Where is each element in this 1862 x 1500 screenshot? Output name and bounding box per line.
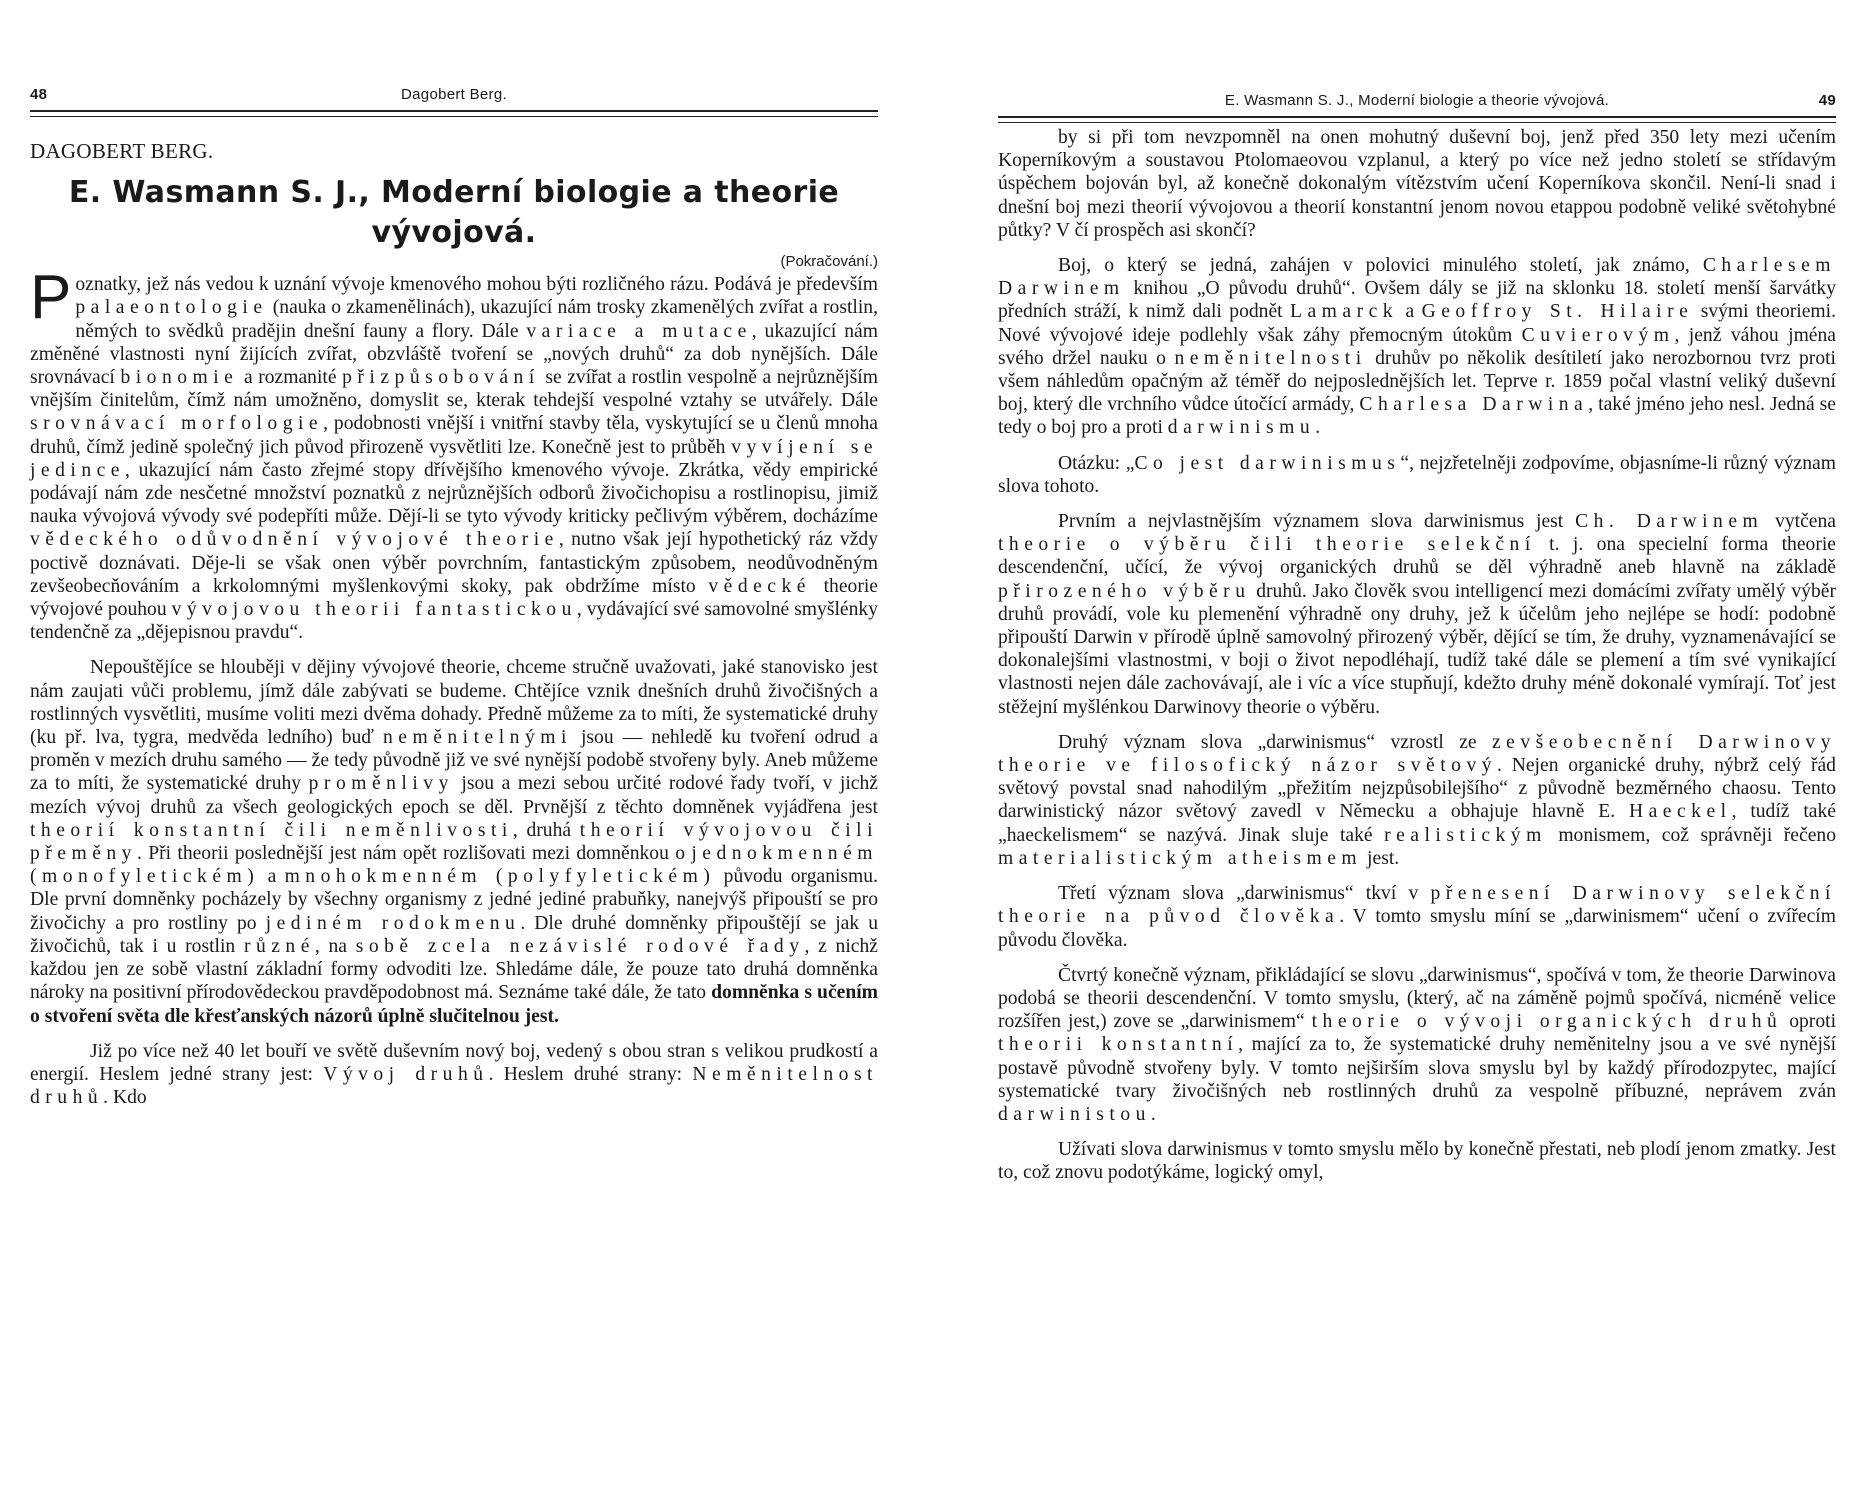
spaced-run: palaeontologie [75,297,268,319]
text-run: monismem, což správněji řečeno [1546,824,1836,846]
paragraph [30,263,878,644]
running-title-left: Dagobert Berg. [401,86,507,103]
spaced-run: materialistickým atheismem [998,847,1363,869]
header-rule-left [30,110,878,117]
text-run: druhův po několik desítiletí jako nerozbornou tvrz proti všem náhledům opačným až téměř do nejposlednějších let. Teprve r. 1859 počal vlastní veliký duševní boj, který dle vrchního vůdce útočící armády, [998,347,1837,416]
spaced-run: sobě zcela nezávislé rodové řady [355,935,805,957]
text-run: . Při theorii poslednější jest nám opět rozlišovati mezi domněnkou o [136,843,692,865]
text-run: . Nejen organické druhy, nýbrž celý řád světový povstal snad nahodilým „přežitím nejzpůsobilejšího“ z původně bezměrného chaosu. Tento darwinistický názor světový zavedl v Německu a obhajuje hlavně E. [998,755,1836,823]
spaced-run: Charlesem Darwinem [998,255,1836,300]
text-run: se zvířat a rostlin vespolně a nejrůznějším vnějším činitelům, čímž nám umožněno, domyslit se, kterak tehdejší vespolné vztahy se utvářely. Dále [30,367,878,412]
text-run: původu organismu. Dle první domněnky pocházely by všechny organismy z jedné jediné prabuňky, nanejvýš připouští se pro živočichy a pro rostliny po [30,866,878,934]
paragraph [998,452,1836,498]
text-run: Nepouštějíce se hlouběji v dějiny vývojové theorie, chceme stručně uvažovati, jaké stanovisko jest nám zaujati vůči problemu, jímž dále zabývati se budeme. Chtějíce vznik dnešních druhů živočišných a rostlinných vysvětliti, musíme voliti mezi dvěma dohady. Předně můžeme za to míti, že systematické druhy (ku př. lva, tygra, medvěda ledního) buď [30,657,878,749]
spaced-run: proměnlivy [308,773,454,795]
text-run: a rozmanité [238,367,343,389]
right-page [932,0,1862,1500]
text-run: Druhý význam slova „darwinismus“ vzrostl ze [1058,731,1492,753]
text-run: , ukazující nám změněné vlastnosti nyní žijících zvířat, obzvláště tvoření se „nových druhů“ za dob nynějších. Dále srovnávací [30,320,878,389]
article-author: DAGOBERT BERG. [30,139,214,163]
text-run: Čtvrtý konečně význam, přikládající se slovu „darwinismus“, spočívá v tom, že theorie Darwinova podobá se theorii descendenční. V tomto smyslu, (který, ač na záměně pojmů spočívá, nicméně velice rozšířen jest,) zove se „darwinismem“ [998,964,1836,1033]
paragraph [998,254,1836,440]
text-run: , z nichž každou jen ze sobě vlastní základní formy odvoditi lze. Shledáme dále, že pouze tato druhá domněnka nároky na positivní přírodovědeckou pravděpodobnost má. Seznáme také dále, že tato [30,935,878,1004]
text-run: jsou a mezi sebou určité rodové řady tvoří, v jichž mezích vývoj druhů za všech geologických epoch se děl. Prvnější z těchto domněnek vyjádřena jest [30,773,878,818]
text-run: a [259,866,285,888]
paragraph [30,656,878,1027]
spaced-run: Haeckel [1628,801,1732,823]
spaced-run: vyvíjení se jedince [30,436,878,481]
spaced-run: přenesení Darwinovy selekční theorie na původ člověka [998,883,1836,928]
text-run: , tudíž také „haeckelismem“ se nazývá. Jinak sluje také [998,801,1836,846]
text-run: , nutno však její hypothetický ráz vždy poctivě doznávati. Děje-li se však onen výběr povrchním, fantastickým způsobem, neodůvodněným zevšeobecňováním a krkolomnými myšlenkovými skoky, pak obdržíme místo [30,529,878,597]
right-paragraphs [998,126,1836,1185]
left-paragraphs [30,263,878,1109]
text-run: oproti [1782,1011,1837,1033]
paragraph [30,1040,878,1110]
spaced-run: Ch. Darwinem [1575,511,1764,533]
text-run: theorie vývojové pouhou [30,575,878,621]
text-run: Užívati slova darwinismus v tomto smyslu mělo by konečně přestati, neb plodí jenom zmatky. Jest to, což znovu podotýkáme, logický omyl, [998,1139,1836,1184]
spaced-run: Lamarck [1290,301,1399,323]
spaced-run: Charlesa Darwina [1359,394,1589,416]
header-rule-right [998,116,1836,123]
spaced-run: theorií vývojovou čili přeměny [30,819,878,865]
spaced-run: přizpůsobování [342,367,540,389]
running-head-right [998,92,1836,114]
text-run: , mající za to, že systematické druhy neměnitelny jsou a ve své nynější postavě původně stvořeny byly. V tomto nejširším slova smyslu byl by každý přírodozpytec, mající systematické tvary živočišných neb rostlinných druhů za vespolně příbuzné, neprávem zván [998,1034,1837,1102]
text-run: , na [314,935,356,957]
text-run: , také jméno jeho nesl. Jedná se tedy o boj pro a proti [998,394,1836,439]
paragraph [998,964,1836,1126]
text-run: Otázku: „ [1058,452,1135,474]
spaced-run: Geoffroy St. Hilaire [1421,301,1694,323]
text-run: a [1398,301,1422,323]
spaced-run: neměnitelnosti [1174,347,1367,369]
spaced-run: jednokmenném (monofyletickém) [30,843,878,888]
text-run: knihou „O původu druhů“. Ovšem dály se již na sklonku 18. století menší šarvátky předních stráží, k nimž dali podnět [998,278,1836,323]
running-title-right: E. Wasmann S. J., Moderní biologie a theorie vývojová. [1224,92,1610,109]
text-run: Třetí význam slova „darwinismus“ tkví v [1058,883,1431,905]
spaced-run: srovnávací morfologie [30,413,324,435]
paragraph [998,1138,1836,1184]
text-run: Již po více než 40 let bouří ve světě duševním nový boj, vedený s obou stran s velikou prudkostí a energií. Heslem jedné strany jest: [30,1040,878,1085]
text-run: Boj, o který se jedná, zahájen v polovici minulého století, jak známo, [1058,255,1703,277]
spaced-run: theorie o vývoji organických druhů [1311,1011,1783,1033]
text-run: t. j. ona specielní forma theorie descendenční, učící, že vývoj organických druhů se děl výhradně aneb hlavně na základě [998,534,1836,579]
running-head-left [30,86,878,108]
spaced-run: darwinismu [1167,417,1316,439]
text-run: svými theoriemi. Nové vývojové ideje podlehly však záhy přemocným útokům [998,301,1837,346]
text-run: . [1315,417,1321,439]
spaced-run: vývojovou theorii fantastickou [171,599,577,621]
spaced-run: darwinistou [998,1103,1151,1125]
spaced-run: Cuvierovým [1521,324,1675,346]
spaced-run: theorie o výběru čili theorie selekční [998,534,1536,556]
spaced-run: variace a mutace [526,320,752,342]
bold-run: domněnka s učením o stvoření světa dle křesťanských názorů úplně slučitelnou jest. [30,982,878,1027]
text-run: , jenž váhou jména svého držel nauku o [998,324,1836,369]
text-run: “, nejzřetelněji zodpovíme, objasníme-li různý význam slova tohoto. [998,452,1836,497]
paragraph [998,510,1836,719]
spaced-run: jediném rodokmenu [265,912,521,934]
paragraph [998,731,1836,870]
text-run: . V tomto smyslu míní se „darwinismem“ učení o zvířecím původu člověka. [998,906,1836,951]
text-run: druhů. Jako člověk svou intelligencí mezi domácími zvířaty umělý výběr druhů provádí, vole ku plemenění výhradně ony druhy, jež k účelům jeho nejlépe se hodí: podobně připouští Darwin v přírodě úplně samovolný přirozený výběr, dějící se tím, že druhy, vyznamenávající se dokonalejšími vlastnostmi, v boji o život nepodléhají, tudíž také dále se plemení a tím své vynikající vlastnosti nejen dále zachovávají, ale i víc a více stupňují, kdežto druhy méně dokonalé vymírají. Toť jest stěžejní myšlénkou Darwinovy theorie o výběru. [998,580,1836,718]
text-run: Prvním a nejvlastnějším významem slova darwinismus jest [1058,511,1576,533]
text-run: . Kdo [103,1087,147,1109]
left-page [0,0,930,1500]
right-text-column [998,126,1836,1185]
spaced-run: realistickým [1384,824,1547,846]
page-number-left: 48 [30,86,48,103]
spaced-run: theorii konstantní [998,1034,1239,1056]
text-run: . [1150,1103,1156,1125]
spaced-run: vědecké [708,575,811,597]
spaced-run: theorií konstantní čili neměnlivosti [30,819,513,841]
text-run: , podobnosti vnější i vnitřní stavby těla, vyskytující se u členů mnoha druhů, čímž jedině společný jich původ přirozeně vysvětliti lze. Konečně jest to průběh [30,413,878,458]
text-run: . Dle druhé domněnky připouštějí se jak u živočichů, tak i u rostlin [30,912,878,957]
left-text-column [30,140,878,1109]
page-number-right: 49 [1818,92,1836,109]
paragraph [998,126,1836,242]
spaced-run: Co jest darwinismus [1134,452,1401,474]
spaced-run: mnohokmenném (polyfyletickém) [284,866,716,888]
text-run: , vydávající své samovolné smyšlénky tendenčně za „dějepisnou pravdu“. [30,599,878,644]
spaced-run: přirozeného výběru [998,580,1251,602]
continued-note: (Pokračování.) [780,253,878,271]
text-run: oznatky, jež nás vedou k uznání vývoje kmenového mohou býti rozličného rázu. Podává je především [75,274,878,296]
drop-cap: P [30,263,72,333]
spaced-run: různé [243,935,315,957]
spaced-run: Neměnitelnost druhů [30,1063,878,1109]
text-run: (nauka o zkamenělinách), ukazující nám trosky zkamenělých zvířat a rostlin, němých to svědků pradějin dnešní fauny a flory. Dále [75,297,878,342]
paragraph [998,882,1836,952]
text-run: . Heslem druhé strany: [488,1063,693,1085]
text-run: vytčena [1763,511,1836,533]
spaced-run: bionomie [120,367,239,389]
text-run: by si při tom nevzpomněl na onen mohutný duševní boj, jenž před 350 lety mezi učením Koperníkovým a soustavou Ptolomaeovou vzplanul, a který po více než jedno století se střídavým úspěchem bojován byl, až konečně dokonalým vítězstvím učení Koperníkova skončil. Není-li snad i dnešní boj mezi theorií vývojovou a theorií konstantní jenom novou etappou podobně veliké světohybné půtky? V čí prospěch asi skončí? [998,127,1836,241]
text-run: jest. [1362,847,1400,869]
spaced-run: vědeckého odůvodnění vývojové theorie [30,529,559,551]
article-title: E. Wasmann S. J., Moderní biologie a theorie vývojová. [68,175,840,251]
text-run: , druhá [512,819,580,841]
text-run: jsou — nehledě ku tvoření odrud a proměn v mezích druhu samého — že tedy původně již ve své nynější podobě stvořeny byly. Aneb můžeme za to míti, že systematické druhy [30,727,878,795]
text-run: , ukazující nám často zřejmé stopy dřívějšího kmenového vývoje. Zkrátka, vědy empirické podávají nám zde nesčetné množství poznatků z nejrůznějších odborů živočichopisu a rostlinopisu, jimiž nauka vývojová vývody své podepříti může. Dějí-li se tyto vývody kriticky pečlivým výběrem, docházíme [30,459,878,528]
spaced-run: neměnitelnými [383,727,572,749]
spaced-run: zevšeobecnění Darwinovy theorie ve filosofický názor světový [998,731,1836,777]
spaced-run: Vývoj druhů [323,1063,489,1085]
